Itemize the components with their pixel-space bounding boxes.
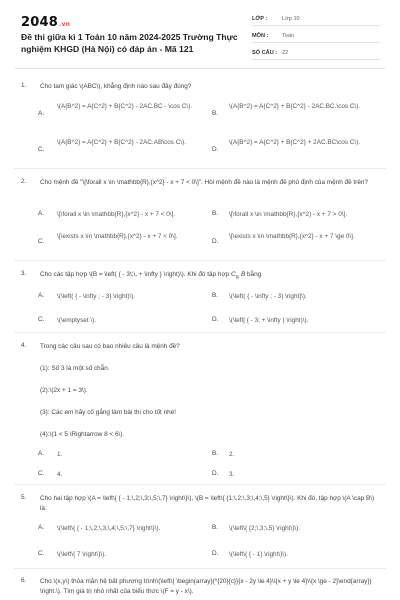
brand-name: 2048 [21,15,58,30]
complement-subscript: ℝ [235,274,240,280]
question-number: 4. [21,342,27,349]
meta-row-subject [252,29,380,43]
question-separator [14,332,386,333]
option-d-text[interactable]: 3. [229,471,235,478]
meta-key: MÔN : [252,32,269,39]
question-separator [14,260,386,261]
option-d-letter[interactable]: D. [212,238,219,245]
statement-4: (4):\(1 < 5 \Rightarrow 8 < 6\). [40,431,125,438]
option-c-letter[interactable]: C. [38,470,45,477]
complement-set: B [239,271,246,278]
question-text: Trong các câu sau có bao nhiêu câu là mệnh đề? [40,343,180,350]
question-text: Cho tam giác \(ABC\), khẳng định nào sau đây đúng? [40,83,192,90]
brand-suffix: .vn [58,21,71,28]
option-b-text[interactable]: \[\forall x \in \mathbb{R},{x^2} - x + 7 > 0\]. [229,211,348,218]
statement-2: (2):\(2x + 1 = 3\). [40,387,88,394]
option-c-letter[interactable]: C. [38,550,45,557]
option-c-letter[interactable]: C. [38,238,45,245]
question-number: 5. [21,494,27,501]
option-d-letter[interactable]: D. [212,550,219,557]
option-a-letter[interactable]: A. [38,292,45,299]
meta-row-grade [252,12,380,26]
exam-meta-panel [252,12,380,60]
brand-logo[interactable] [21,15,70,30]
question-text: Cho hai tập hợp \(A = \left\{ { - 1;\,2;\,3;\,5;\,7} \right\}\), \(B = \left\{ {1;\,2;\,3;\,4;\,5} \right\}\). Khi đó, tập hợp \(A \cap B\) là: [40,495,375,512]
option-b-letter[interactable]: B. [212,524,219,531]
option-b-letter[interactable]: B. [212,210,219,217]
option-b-letter[interactable]: B. [212,110,219,117]
question-text: Cho \(x,y\) thỏa mãn hệ bất phương trình\(\left\{ \begin{array}{*{20}{c}}{x - 2y \le 4}\\{x + y \le 4}\\{x \ge - 2}\end{array}} \right.\). Tìm giá trị nhỏ nhất của biểu thức \(F = y - x\). [40,578,372,595]
statement-1: (1): Số 3 là một số chẵn. [40,365,110,372]
option-b-text[interactable]: \(\left\{ {2;\,3;\,5} \right\}\). [229,525,301,532]
meta-key: LỚP : [252,15,268,22]
question-text [40,270,380,282]
option-c-text[interactable]: \(A{B^2} = A{C^2} + B{C^2} - 2AC.AB\cos C\). [57,139,187,146]
option-a-text[interactable]: \[\forall x \in \mathbb{R},{x^2} - x + 7 < 0\]. [57,211,176,218]
option-c-letter[interactable]: C. [38,146,45,153]
header-divider [14,68,386,69]
document-title: Đề thi giữa kì 1 Toán 10 năm 2024-2025 Trường Thực nghiệm KHGD (Hà Nội) có đáp án - Mã 121 [21,32,238,54]
option-c-text[interactable]: \(\emptyset \). [57,317,97,324]
option-a-letter[interactable]: A. [38,450,45,457]
option-d-letter[interactable]: D. [212,146,219,153]
option-d-letter[interactable]: D. [212,316,219,323]
option-b-letter[interactable]: B. [212,292,219,299]
question-number: 6. [21,577,27,584]
question-separator [14,168,386,169]
option-d-text[interactable]: \(A{B^2} = A{C^2} + B{C^2} + 2AC.BC\cos C\). [229,139,361,146]
option-a-text[interactable]: \(A{B^2} = A{C^2} + B{C^2} - 2AC.BC - \cos C\). [57,103,193,110]
question-separator [14,484,386,485]
option-c-text[interactable]: \(\left\{ 7 \right\}\). [57,551,107,558]
option-c-text[interactable]: \[\exists x \in \mathbb{R},{x^2} - x + 7 < 0\]. [57,233,178,240]
option-b-text[interactable]: \(\left( { - \infty ; - 3} \right]\). [229,293,307,300]
question-separator [14,568,386,569]
option-d-text[interactable]: \(\left\{ { - 1} \right\}\). [229,551,288,558]
option-a-text[interactable]: \(\left\{ { - 1;\,2;\,3;\,4;\,5;\,7} \right\}\). [57,525,161,532]
option-d-text[interactable]: \[\exists x \in \mathbb{R},{x^2} - x + 7 \ge 0\]. [229,233,355,240]
option-c-letter[interactable]: C. [38,316,45,323]
option-b-letter[interactable]: B. [212,450,219,457]
option-c-text[interactable]: 4. [57,471,63,478]
question-text-main: Cho các tập hợp \(B = \left( { - 3\;\, + \infty } \right)\). Khi đó tập hợp [40,271,231,278]
option-a-text[interactable]: \(\left( { - \infty ; - 3} \right)\). [57,293,136,300]
complement-symbol: C [230,271,236,278]
meta-value: Toán [282,32,295,39]
option-a-letter[interactable]: A. [38,524,45,531]
meta-value: Lớp 10 [282,15,300,22]
question-text: Cho mệnh đề "\[\forall x \in \mathbb{R},{x^2} - x + 7 < 0\]". Hỏi mệnh đề nào là mệnh đề phủ định của mệnh đề trên? [40,179,368,186]
option-a-text[interactable]: 1. [57,451,63,458]
option-a-letter[interactable]: A. [38,210,45,217]
option-b-text[interactable]: \(A{B^2} = A{C^2} + B{C^2} - 2AC.BC.\cos C\). [229,103,361,110]
meta-row-count [252,46,380,60]
option-d-letter[interactable]: D. [212,470,219,477]
option-d-text[interactable]: \(\left[ { - 3; + \infty } \right)\). [229,317,309,324]
meta-key: SỐ CÂU : [252,49,278,56]
option-a-letter[interactable]: A. [38,110,45,117]
question-number: 1. [21,82,27,89]
question-number: 2. [21,178,27,185]
question-number: 3. [21,270,27,277]
question-text-end: bằng [245,271,262,278]
option-b-text[interactable]: 2. [229,451,235,458]
meta-value: 22 [282,49,289,56]
statement-3: (3): Các em hãy cố gắng làm bài thi cho tốt nhé! [40,409,177,416]
